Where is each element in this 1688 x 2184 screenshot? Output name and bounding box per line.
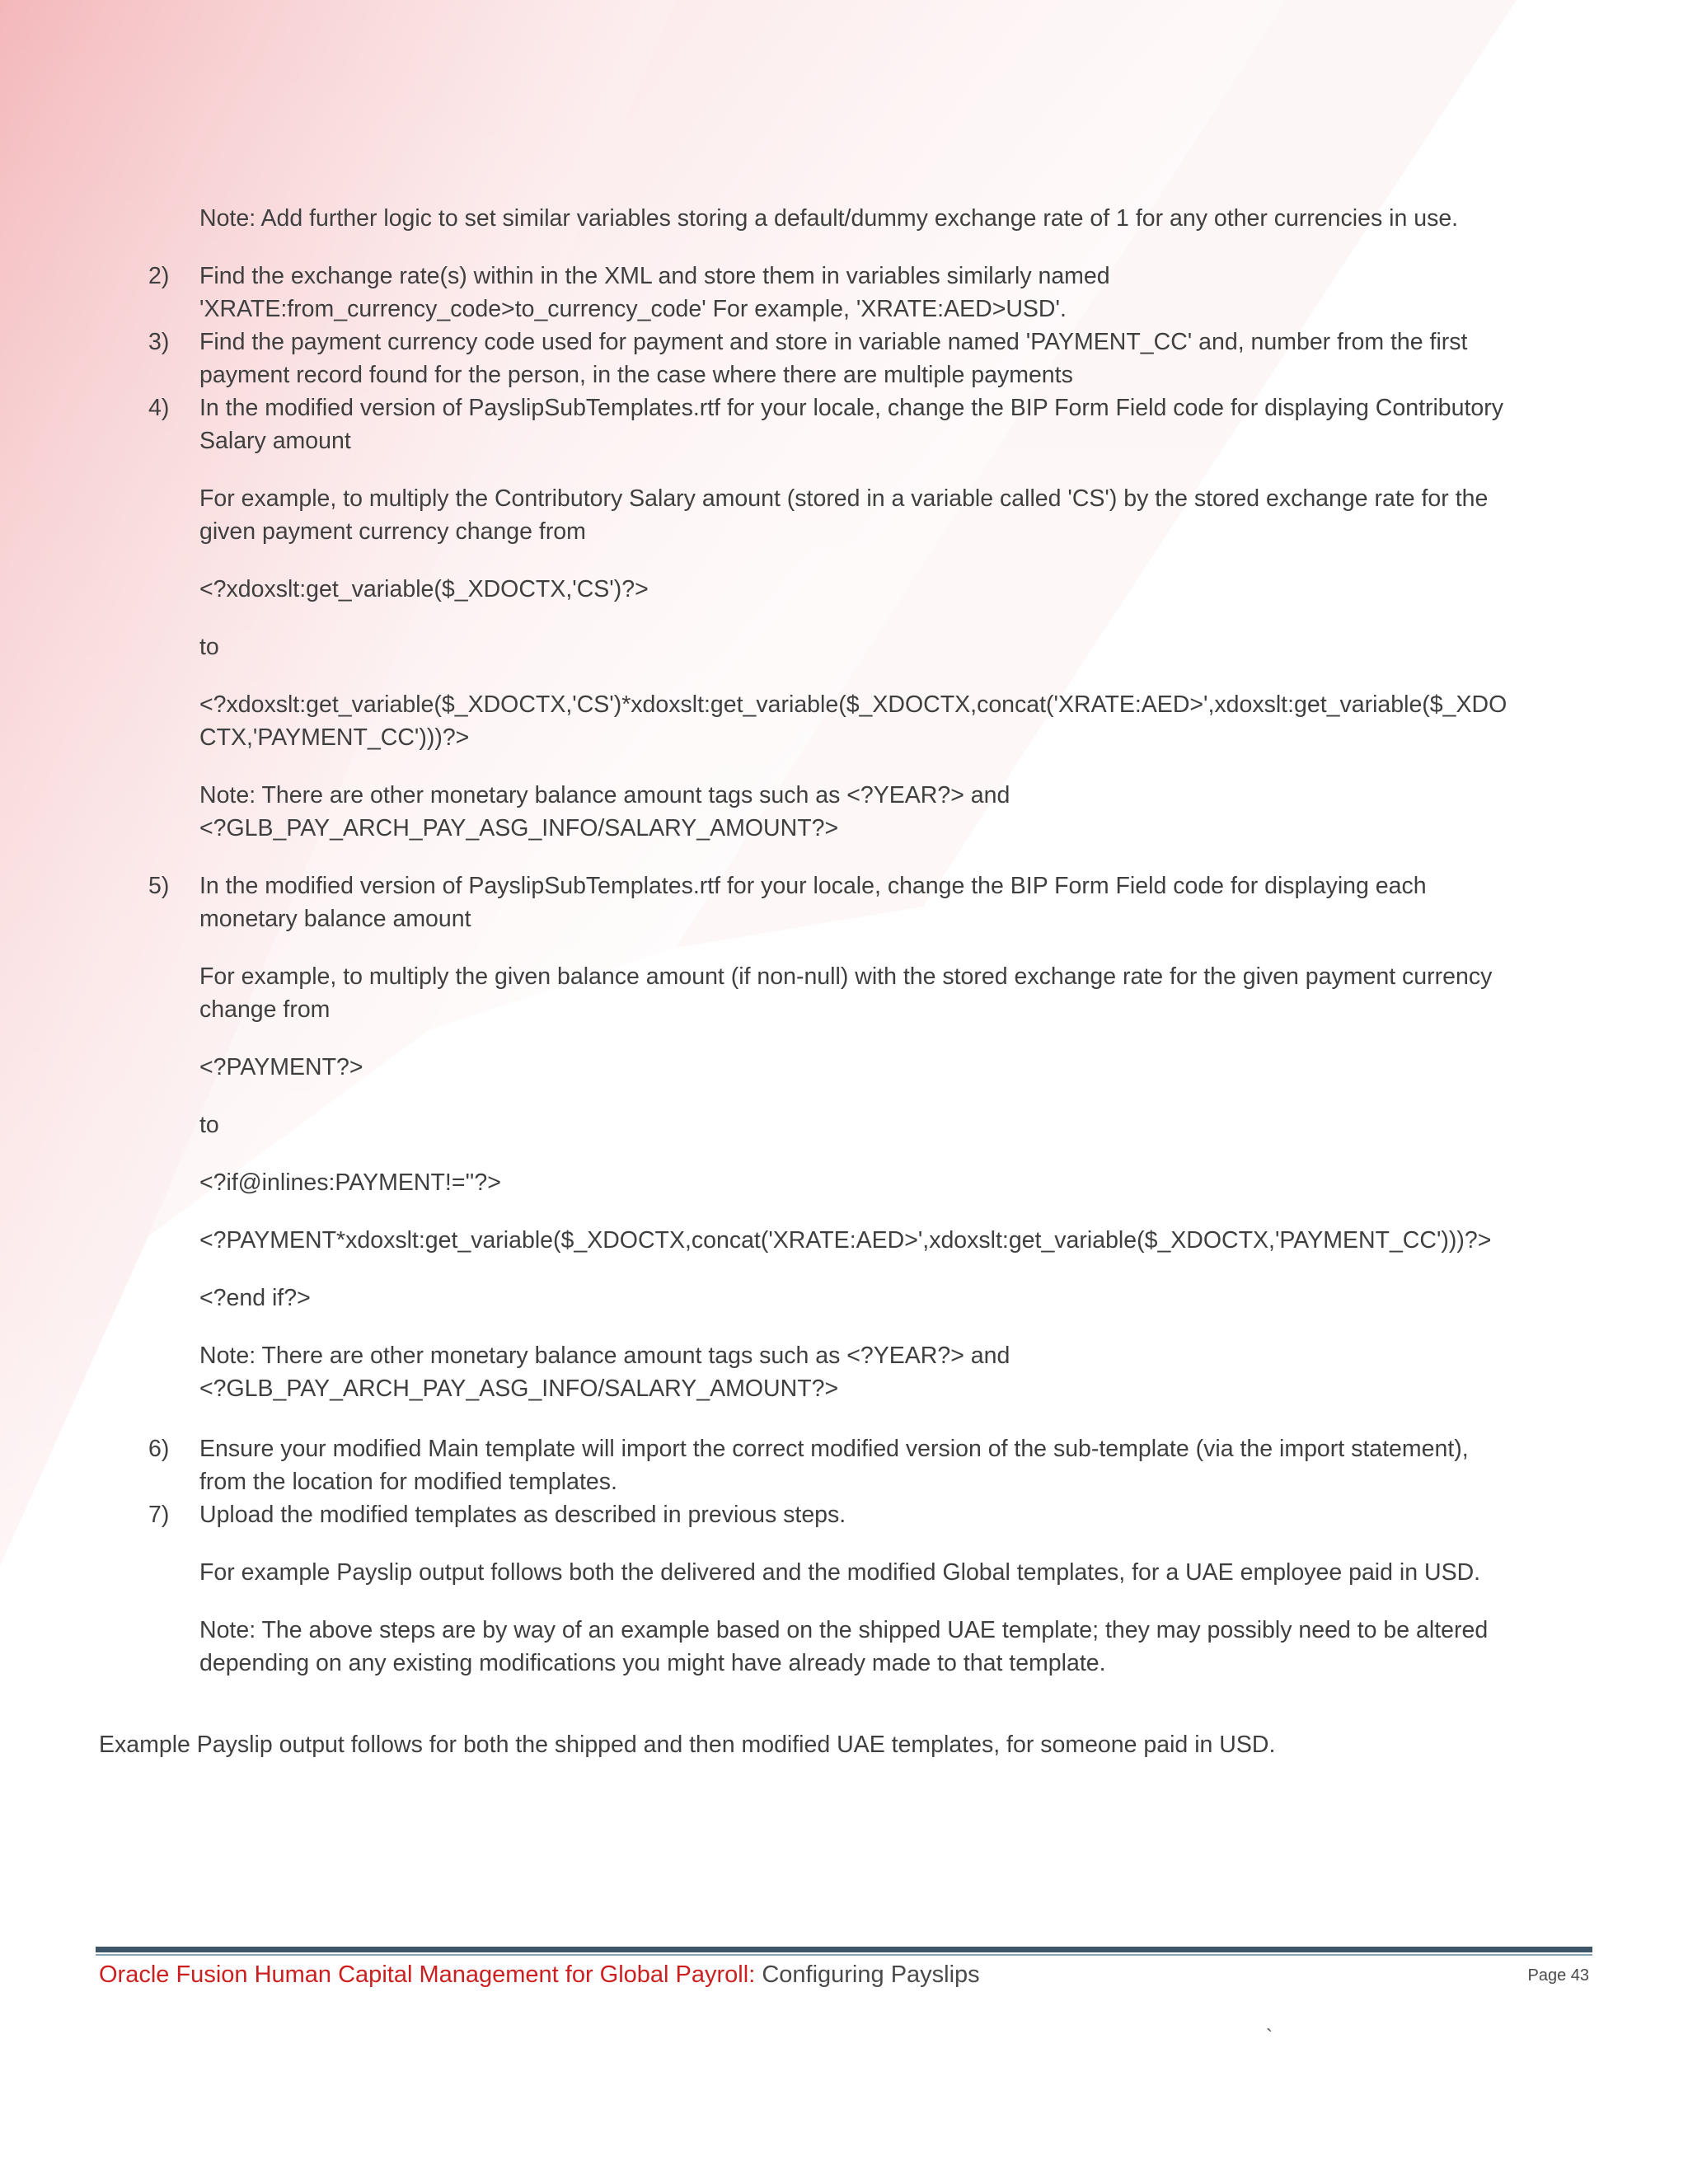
step-text: In the modified version of PayslipSubTemplates.rtf for your locale, change the BIP Form Field code for displaying each bbox=[199, 873, 1427, 899]
step-number: 7) bbox=[148, 1502, 170, 1528]
note-text: <?GLB_PAY_ARCH_PAY_ASG_INFO/SALARY_AMOUNT?> bbox=[199, 815, 839, 841]
step-text: payment record found for the person, in the case where there are multiple payments bbox=[199, 362, 1073, 388]
step-number: 5) bbox=[148, 873, 170, 899]
step-text: Find the payment currency code used for payment and store in variable named 'PAYMENT_CC' and, number from the first bbox=[199, 329, 1468, 355]
stray-mark: ` bbox=[1266, 2026, 1273, 2048]
step-number: 6) bbox=[148, 1436, 170, 1462]
code-line: <?end if?> bbox=[199, 1285, 311, 1311]
note-text: <?GLB_PAY_ARCH_PAY_ASG_INFO/SALARY_AMOUNT?> bbox=[199, 1376, 839, 1402]
footer-title-product: Oracle Fusion Human Capital Management for Global Payroll bbox=[99, 1961, 749, 1988]
step-text: from the location for modified templates. bbox=[199, 1469, 617, 1495]
footer-title bbox=[99, 1958, 980, 1991]
step-text: Upload the modified templates as described in previous steps. bbox=[199, 1502, 846, 1528]
footer-rule bbox=[96, 1947, 1592, 1957]
to-text: to bbox=[199, 634, 219, 660]
note-text: depending on any existing modifications you might have already made to that template. bbox=[199, 1650, 1106, 1676]
example-text: For example, to multiply the given balance amount (if non-null) with the stored exchange rate for the given payment currency bbox=[199, 963, 1493, 990]
top-note: Note: Add further logic to set similar variables storing a default/dummy exchange rate of 1 for any other currencies in use. bbox=[199, 205, 1459, 232]
step-number: 3) bbox=[148, 329, 170, 355]
code-line: <?xdoxslt:get_variable($_XDOCTX,'CS')*xdoxslt:get_variable($_XDOCTX,concat('XRATE:AED>',xdoxslt:get_variable($_XDO bbox=[199, 691, 1507, 718]
to-text: to bbox=[199, 1112, 219, 1138]
step-number: 2) bbox=[148, 263, 170, 289]
example-text: For example Payslip output follows both the delivered and the modified Global templates, for a UAE employee paid in USD. bbox=[199, 1559, 1481, 1586]
step-text: monetary balance amount bbox=[199, 906, 471, 932]
example-text: For example, to multiply the Contributory Salary amount (stored in a variable called 'CS') by the stored exchange rate for the bbox=[199, 485, 1489, 512]
step-text: Salary amount bbox=[199, 428, 351, 454]
step-text: Find the exchange rate(s) within in the XML and store them in variables similarly named bbox=[199, 263, 1110, 289]
code-line: CTX,'PAYMENT_CC')))?> bbox=[199, 724, 470, 751]
step-number: 4) bbox=[148, 395, 170, 421]
note-text: Note: The above steps are by way of an example based on the shipped UAE template; they may possibly need to be altered bbox=[199, 1617, 1489, 1643]
example-text: change from bbox=[199, 996, 331, 1023]
code-line: <?xdoxslt:get_variable($_XDOCTX,'CS')?> bbox=[199, 576, 649, 602]
footer-title-section: Configuring Payslips bbox=[755, 1961, 980, 1988]
note-text: Note: There are other monetary balance amount tags such as <?YEAR?> and bbox=[199, 1343, 1010, 1369]
code-line: <?if@inlines:PAYMENT!=''?> bbox=[199, 1169, 501, 1196]
code-line: <?PAYMENT*xdoxslt:get_variable($_XDOCTX,concat('XRATE:AED>',xdoxslt:get_variable($_XDOCTX,'PAYMENT_CC')))?> bbox=[199, 1227, 1492, 1254]
step-text: In the modified version of PayslipSubTemplates.rtf for your locale, change the BIP Form Field code for displaying Contributory bbox=[199, 395, 1504, 421]
example-text: given payment currency change from bbox=[199, 518, 586, 545]
step-text: Ensure your modified Main template will import the correct modified version of the sub-template (via the import statement), bbox=[199, 1436, 1469, 1462]
footer-title-separator: : bbox=[748, 1961, 756, 1988]
note-text: Note: There are other monetary balance amount tags such as <?YEAR?> and bbox=[199, 782, 1010, 808]
code-line: <?PAYMENT?> bbox=[199, 1054, 363, 1080]
page-number: Page 43 bbox=[1527, 1966, 1589, 1985]
step-text: 'XRATE:from_currency_code>to_currency_code' For example, 'XRATE:AED>USD'. bbox=[199, 296, 1067, 322]
closing-paragraph: Example Payslip output follows for both the shipped and then modified UAE templates, for someone paid in USD. bbox=[99, 1731, 1276, 1758]
